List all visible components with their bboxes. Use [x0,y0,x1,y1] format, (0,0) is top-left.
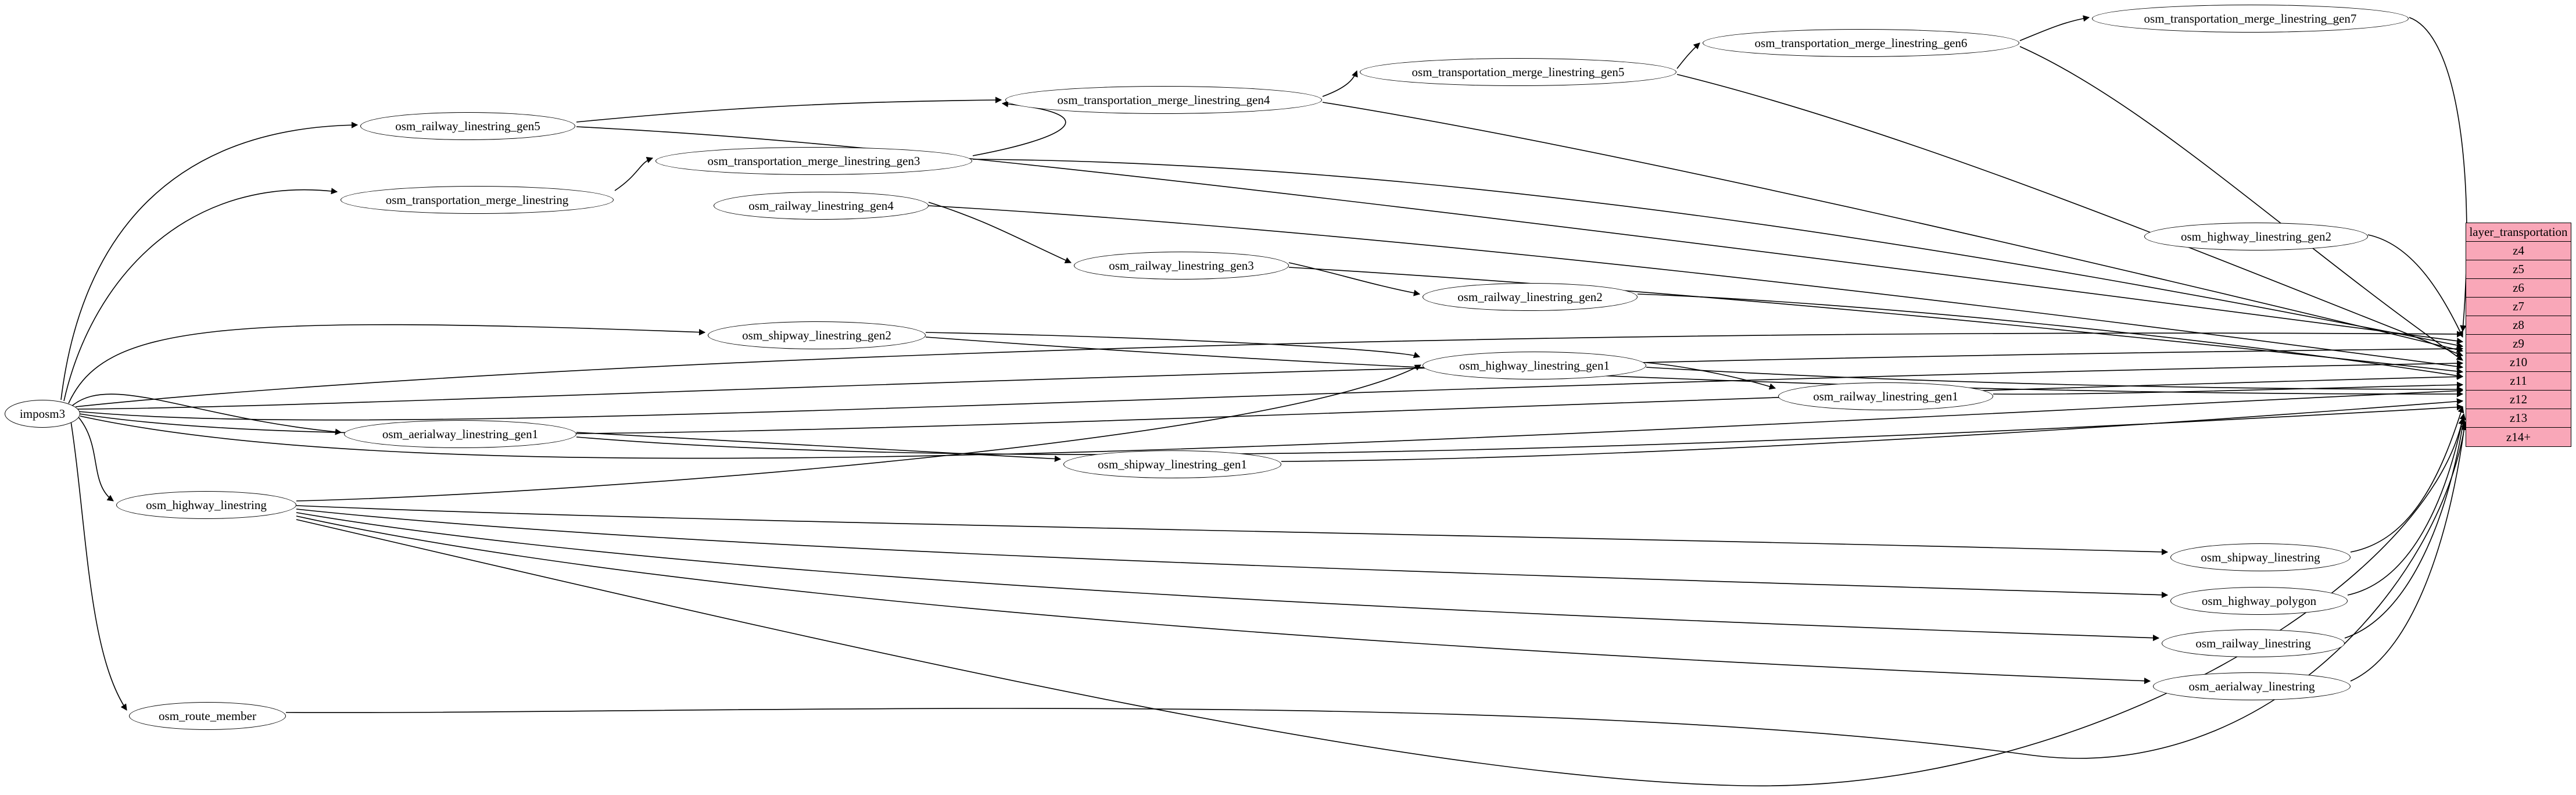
node-label: osm_highway_linestring_gen1 [1459,358,1610,373]
node-label: osm_railway_linestring_gen3 [1109,258,1254,273]
node-label: osm_shipway_linestring_gen1 [1098,457,1247,471]
graph-node-osm-highway-linestring-gen2[interactable] [2144,223,2368,250]
table-row-z10[interactable]: z10 [2466,353,2571,372]
graph-node-osm-shipway-linestring-gen1[interactable] [1063,450,1281,478]
node-label: osm_shipway_linestring [2201,550,2320,564]
graph-node-osm-highway-linestring-gen1[interactable] [1423,352,1646,379]
graph-node-osm-railway-linestring-gen4[interactable] [714,192,929,220]
table-row-z11[interactable]: z11 [2466,372,2571,391]
node-label: osm_railway_linestring_gen1 [1813,389,1958,403]
graph-node-osm-transportation-merge-linestring-gen3[interactable] [655,147,972,175]
graph-node-imposm3[interactable] [5,400,80,428]
graph-node-osm-highway-polygon[interactable] [2170,587,2348,615]
graph-node-osm-route-member[interactable] [129,702,286,730]
graph-node-osm-railway-linestring-gen5[interactable] [360,112,575,140]
node-label: osm_transportation_merge_linestring_gen7 [2144,11,2357,26]
node-label: osm_aerialway_linestring_gen1 [382,427,539,441]
table-row-z14plus[interactable]: z14+ [2466,428,2571,446]
table-row-z6[interactable]: z6 [2466,279,2571,298]
node-label: osm_railway_linestring [2195,636,2311,650]
node-label: osm_aerialway_linestring [2188,679,2315,693]
graph-node-osm-aerialway-linestring[interactable] [2153,672,2351,700]
table-row-z9[interactable]: z9 [2466,335,2571,353]
node-label: osm_route_member [159,708,256,723]
graph-node-osm-shipway-linestring-gen2[interactable] [708,321,926,349]
node-label: osm_highway_linestring [146,497,267,512]
graph-node-osm-railway-linestring-gen3[interactable] [1074,252,1289,280]
graph-node-osm-highway-linestring[interactable] [116,491,296,519]
node-label: osm_railway_linestring_gen4 [748,198,894,213]
graph-node-osm-railway-linestring[interactable] [2162,629,2345,657]
node-label: imposm3 [19,406,66,421]
graph-node-osm-shipway-linestring[interactable] [2170,543,2351,571]
graph-node-osm-railway-linestring-gen2[interactable] [1423,283,1638,311]
table-row-z12[interactable]: z12 [2466,391,2571,409]
graph-node-osm-transportation-merge-linestring[interactable] [341,186,614,214]
graph-node-osm-transportation-merge-linestring-gen5[interactable] [1360,58,1676,86]
node-label: osm_transportation_merge_linestring_gen3 [707,153,920,168]
table-row-z4[interactable]: z4 [2466,242,2571,260]
layer-transportation-table[interactable] [2466,223,2571,447]
table-row-z5[interactable]: z5 [2466,260,2571,279]
graph-node-osm-transportation-merge-linestring-gen4[interactable] [1005,86,1322,114]
table-row-z7[interactable]: z7 [2466,298,2571,316]
node-label: osm_railway_linestring_gen5 [395,119,540,133]
node-label: osm_highway_linestring_gen2 [2181,229,2331,243]
node-label: osm_transportation_merge_linestring_gen6 [1754,35,1968,50]
graph-node-osm-railway-linestring-gen1[interactable] [1778,382,1993,410]
table-row-z8[interactable]: z8 [2466,316,2571,335]
graph-node-osm-aerialway-linestring-gen1[interactable] [344,420,576,448]
graph-node-osm-transportation-merge-linestring-gen7[interactable] [2092,5,2409,33]
table-header: layer_transportation [2466,223,2571,242]
node-label: osm_transportation_merge_linestring_gen4 [1057,92,1270,107]
table-row-z13[interactable]: z13 [2466,409,2571,428]
node-label: osm_shipway_linestring_gen2 [742,328,891,342]
node-label: osm_highway_polygon [2201,593,2317,608]
graph-node-osm-transportation-merge-linestring-gen6[interactable] [1703,29,2019,57]
node-label: osm_transportation_merge_linestring_gen5 [1411,65,1625,79]
node-label: osm_transportation_merge_linestring [385,192,569,207]
node-label: osm_railway_linestring_gen2 [1457,289,1603,304]
